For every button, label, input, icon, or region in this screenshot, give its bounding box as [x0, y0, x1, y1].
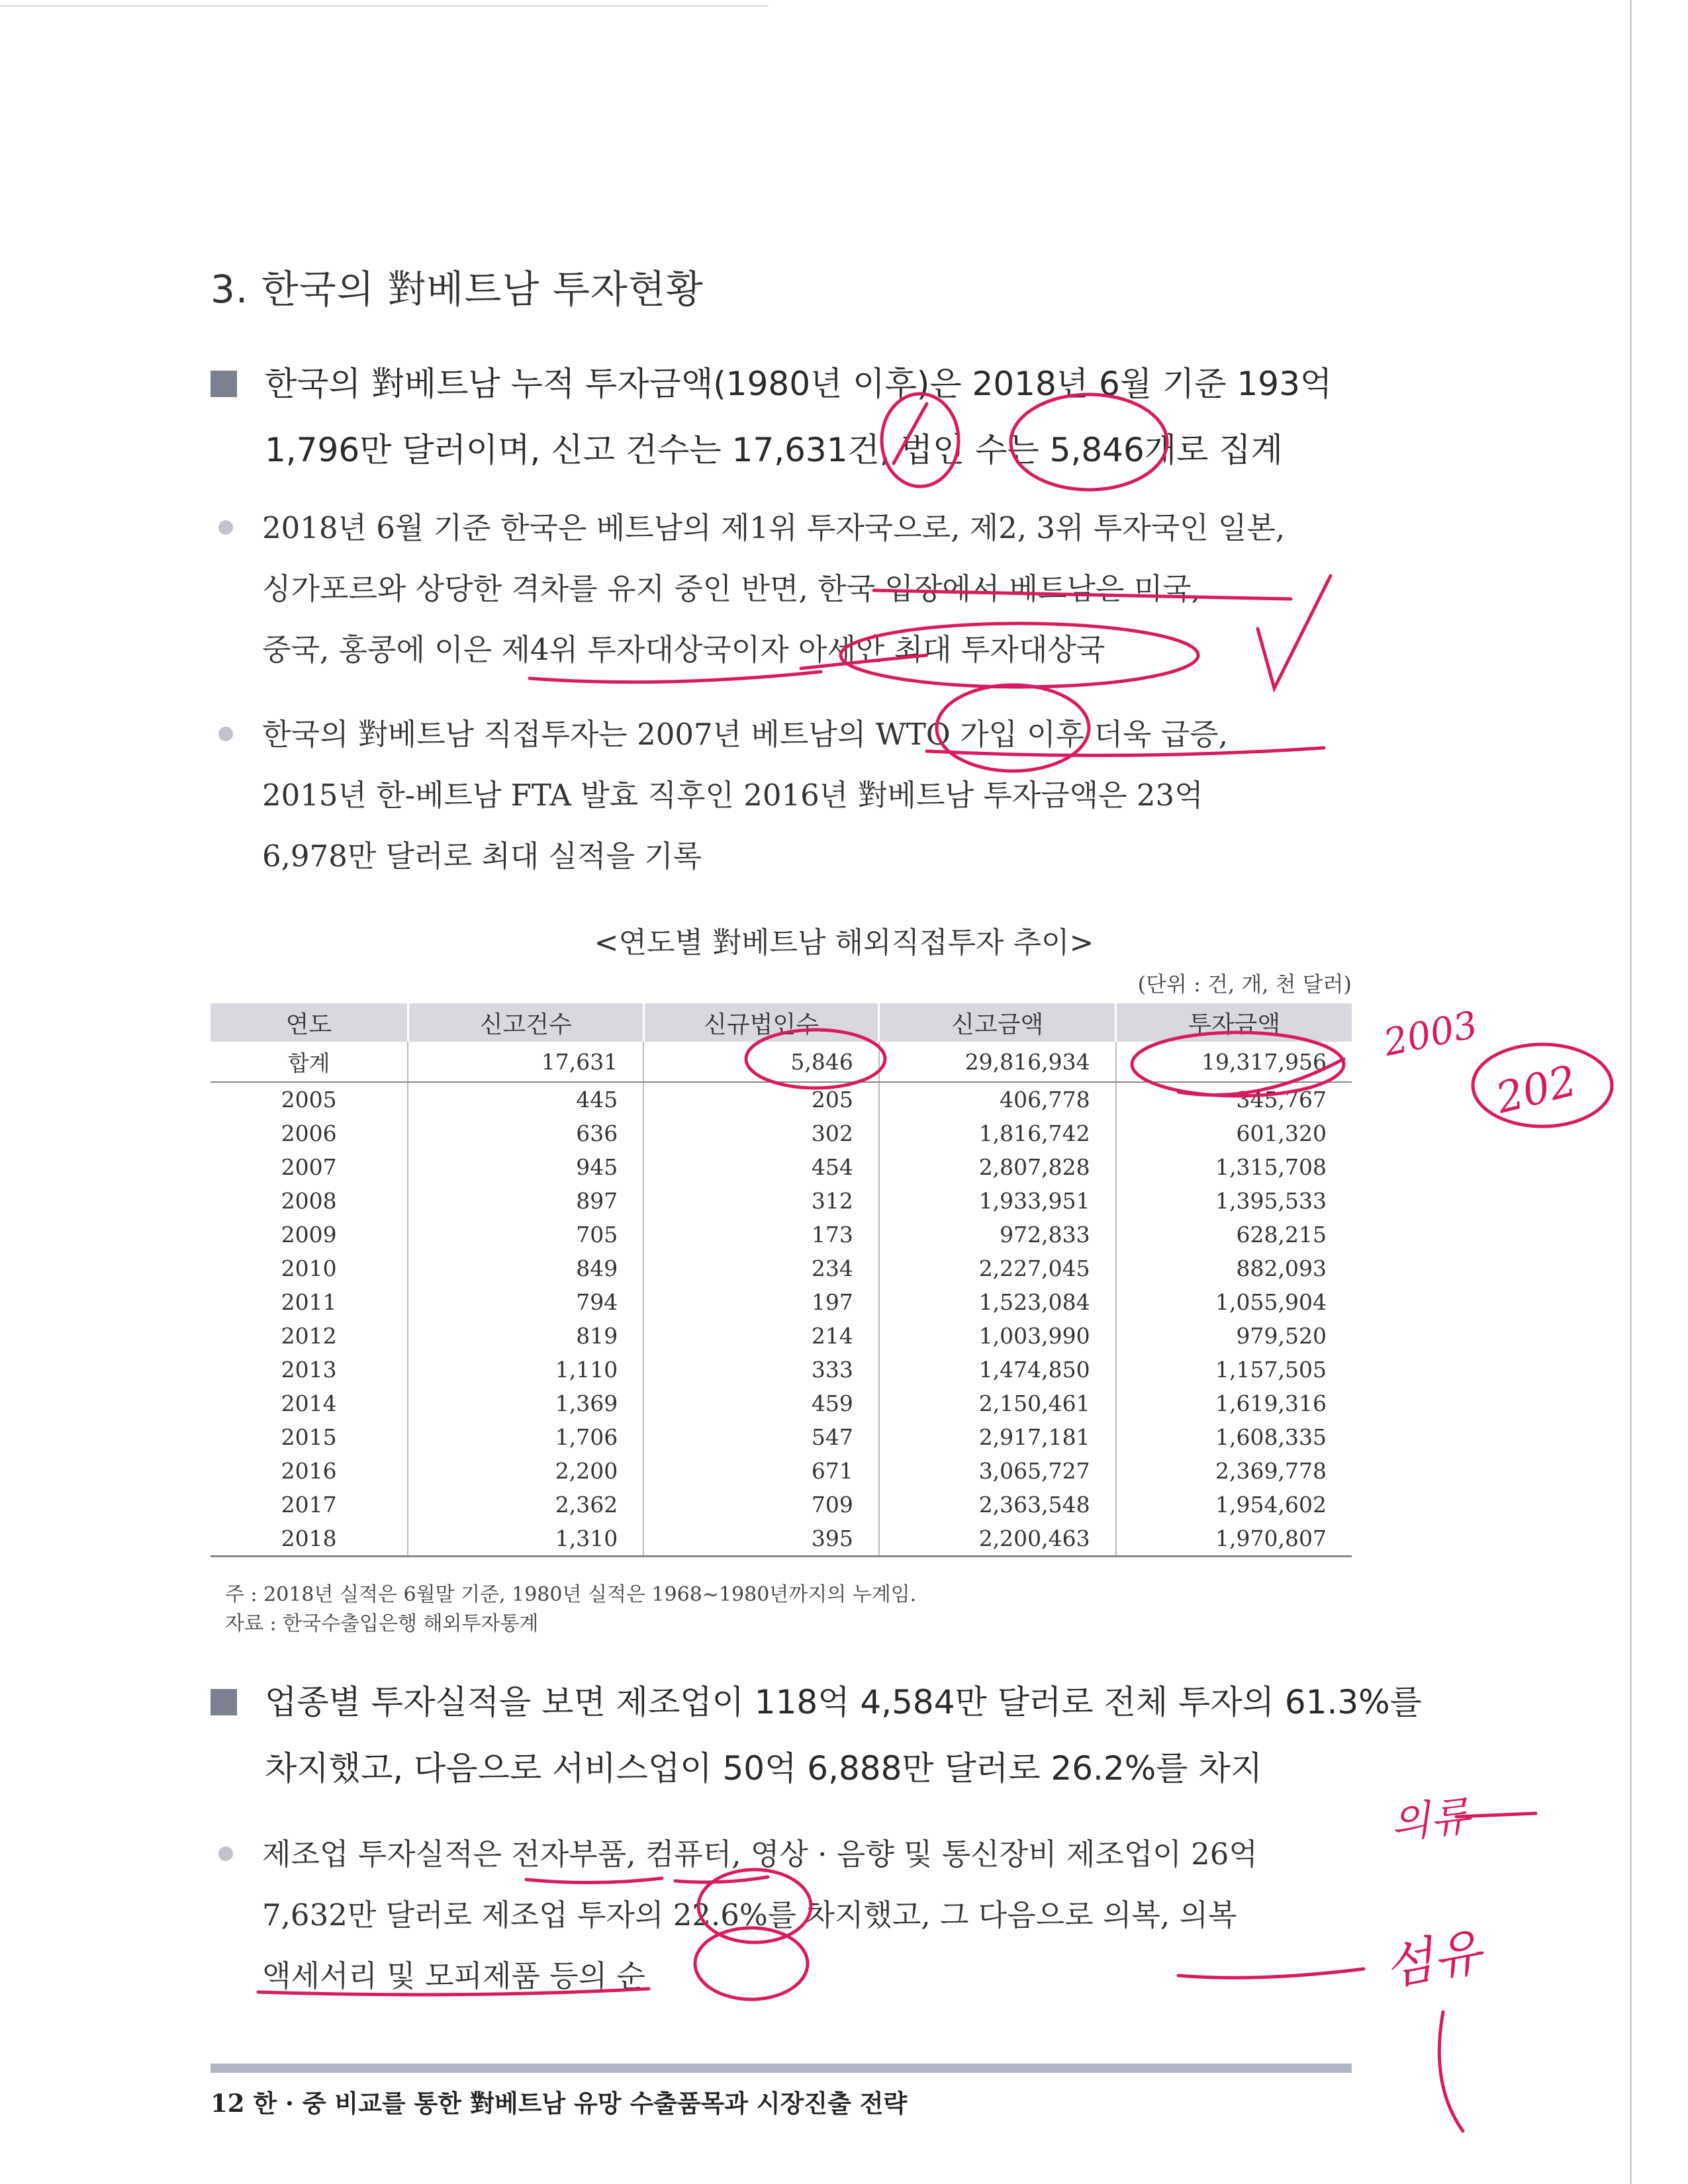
table-cell: 2014	[281, 1390, 337, 1416]
table-cell: 173	[643, 1218, 879, 1251]
round-bullet-icon	[218, 1846, 233, 1861]
table-cell: 628,215	[1116, 1218, 1352, 1251]
table-cell: 2,227,045	[879, 1251, 1116, 1285]
table-cell: 합계	[211, 1042, 408, 1082]
table-cell: 1,395,533	[1116, 1184, 1352, 1218]
table-row	[211, 1522, 1352, 1557]
text-line: 2015년 한-베트남 FTA 발효 직후인 2016년 對베트남 투자금액은 23억	[262, 778, 1203, 813]
footer-bar	[211, 2064, 1352, 2073]
table-cell: 2,200,463	[879, 1522, 1116, 1557]
table-cell: 2,807,828	[879, 1150, 1116, 1184]
handwritten-note-side2: 섬유	[1380, 1921, 1486, 1997]
table-cell: 312	[643, 1184, 879, 1218]
table-cell: 1,816,742	[879, 1116, 1116, 1150]
table-row	[211, 1082, 1352, 1116]
text-line: 7,632만 달러로 제조업 투자의 22.6%를 차지했고, 그 다음으로 의복, 의복	[262, 1897, 1237, 1933]
table-cell: 406,778	[879, 1082, 1116, 1116]
text-line: 한국의 對베트남 직접투자는 2007년 베트남의 WTO 가입 이후 더욱 급증,	[262, 717, 1229, 752]
table-cell: 2,363,548	[879, 1488, 1116, 1522]
text-line: 6,978만 달러로 최대 실적을 기록	[262, 839, 702, 874]
table-cell: 2009	[281, 1222, 337, 1248]
table-cell: 3,065,727	[879, 1454, 1116, 1488]
handwritten-note-year: 2003	[1380, 1003, 1481, 1066]
table-cell: 1,954,602	[1116, 1488, 1352, 1522]
table-cell: 979,520	[1116, 1319, 1352, 1353]
table-cell: 2,200	[408, 1454, 643, 1488]
text-line: 제조업 투자실적은 전자부품, 컴퓨터, 영상 · 음향 및 통신장비 제조업이 26억	[262, 1837, 1258, 1872]
table-cell: 1,055,904	[1116, 1285, 1352, 1319]
bullet-paragraph-2	[218, 704, 1228, 887]
table-cell: 2017	[281, 1492, 337, 1518]
handwritten-note-circled: 202	[1491, 1056, 1582, 1124]
table-row	[211, 1116, 1352, 1150]
table-cell: 2,362	[408, 1488, 643, 1522]
table-row	[211, 1285, 1352, 1319]
text-line: 2018년 6월 기준 한국은 베트남의 제1위 투자국으로, 제2, 3위 투자국인 일본,	[262, 510, 1286, 545]
table-cell: 705	[408, 1218, 643, 1251]
text-line: 차지했고, 다음으로 서비스업이 50억 6,888만 달러로 26.2%를 차지	[265, 1749, 1263, 1788]
table-row	[211, 1454, 1352, 1488]
table-cell: 234	[643, 1251, 879, 1285]
table-cell: 445	[408, 1082, 643, 1116]
table-cell: 1,523,084	[879, 1285, 1116, 1319]
header-report-amount: 신고금액	[879, 1003, 1116, 1042]
text-line: 중국, 홍콩에 이은 제4위 투자대상국이자 아세안 최대 투자대상국	[262, 632, 1105, 667]
table-cell: 819	[408, 1319, 643, 1353]
table-cell: 547	[643, 1420, 879, 1454]
table-cell: 1,369	[408, 1387, 643, 1420]
table-cell: 882,093	[1116, 1251, 1352, 1285]
lead-paragraph-2	[211, 1669, 1422, 1801]
table-cell: 1,970,807	[1116, 1522, 1352, 1557]
table-cell: 2007	[281, 1154, 337, 1180]
table-row	[211, 1184, 1352, 1218]
table-cell: 1,157,505	[1116, 1353, 1352, 1387]
table-cell: 2018	[281, 1525, 337, 1551]
table-cell: 636	[408, 1116, 643, 1150]
table-cell: 5,846	[643, 1042, 879, 1082]
lead-paragraph-1	[211, 351, 1332, 483]
table-row	[211, 1488, 1352, 1522]
table-cell: 2012	[281, 1323, 337, 1349]
table-cell: 601,320	[1116, 1116, 1352, 1150]
table-cell: 2013	[281, 1357, 337, 1383]
header-investment-amount: 투자금액	[1116, 1003, 1352, 1042]
table-row	[211, 1353, 1352, 1387]
header-year: 연도	[211, 1003, 408, 1042]
table-cell: 1,003,990	[879, 1319, 1116, 1353]
table-cell: 205	[643, 1082, 879, 1116]
table-header-row	[211, 1003, 1352, 1042]
table-cell: 1,474,850	[879, 1353, 1116, 1387]
table-cell: 1,608,335	[1116, 1420, 1352, 1454]
round-bullet-icon	[218, 727, 233, 741]
table-source: 자료 : 한국수출입은행 해외투자통계	[225, 1612, 539, 1635]
table-cell: 1,933,951	[879, 1184, 1116, 1218]
table-cell: 2,369,778	[1116, 1454, 1352, 1488]
table-cell: 19,317,956	[1116, 1042, 1352, 1082]
table-row	[211, 1150, 1352, 1184]
square-bullet-icon	[211, 1689, 237, 1715]
table-cell: 2016	[281, 1458, 337, 1484]
table-cell: 454	[643, 1150, 879, 1184]
table-cell: 945	[408, 1150, 643, 1184]
header-report-count: 신고건수	[408, 1003, 643, 1042]
investment-table	[211, 1003, 1352, 1557]
table-caption: <연도별 對베트남 해외직접투자 추이>	[594, 926, 1094, 960]
table-cell: 214	[643, 1319, 879, 1353]
table-cell: 2015	[281, 1424, 337, 1450]
table-note: 주 : 2018년 실적은 6월말 기준, 1980년 실적은 1968~1980년까지의 누계임.	[225, 1583, 917, 1606]
table-cell: 897	[408, 1184, 643, 1218]
table-row	[211, 1251, 1352, 1285]
table-total-row	[211, 1042, 1352, 1082]
table-cell: 2010	[281, 1255, 337, 1281]
table-cell: 1,619,316	[1116, 1387, 1352, 1420]
handwritten-note-side1: 의류	[1388, 1791, 1472, 1848]
table-row	[211, 1420, 1352, 1454]
text-line: 업종별 투자실적을 보면 제조업이 118억 4,584만 달러로 전체 투자의 61.3%를	[265, 1683, 1422, 1721]
bullet-paragraph-3	[218, 1824, 1258, 2007]
table-cell: 17,631	[408, 1042, 643, 1082]
table-cell: 345,767	[1116, 1082, 1352, 1116]
header-new-corporations: 신규법인수	[643, 1003, 879, 1042]
table-cell: 2008	[281, 1188, 337, 1214]
table-cell: 709	[643, 1488, 879, 1522]
pen-swoosh-mark	[1439, 2012, 1463, 2131]
table-cell: 1,310	[408, 1522, 643, 1557]
section-title: 3. 한국의 對베트남 투자현황	[211, 267, 704, 312]
table-cell: 849	[408, 1251, 643, 1285]
text-line: 1,796만 달러이며, 신고 건수는 17,631건, 법인 수는 5,846개로 집계	[265, 431, 1283, 469]
text-line: 한국의 對베트남 누적 투자금액(1980년 이후)은 2018년 6월 기준 193억	[265, 365, 1333, 403]
table-cell: 1,706	[408, 1420, 643, 1454]
table-cell: 2006	[281, 1120, 337, 1146]
text-line: 싱가포르와 상당한 격차를 유지 중인 반면, 한국 입장에서 베트남은 미국,	[262, 571, 1201, 606]
table-cell: 302	[643, 1116, 879, 1150]
page-footer: 12 한 · 중 비교를 통한 對베트남 유망 수출품목과 시장진출 전략	[211, 2089, 908, 2118]
table-cell: 794	[408, 1285, 643, 1319]
table-cell: 395	[643, 1522, 879, 1557]
table-cell: 671	[643, 1454, 879, 1488]
table-unit: (단위 : 건, 개, 천 달러)	[1137, 972, 1352, 997]
table-cell: 2005	[281, 1087, 337, 1113]
table-cell: 2,150,461	[879, 1387, 1116, 1420]
table-cell: 29,816,934	[879, 1042, 1116, 1082]
table-cell: 333	[643, 1353, 879, 1387]
table-cell: 459	[643, 1387, 879, 1420]
table-row	[211, 1218, 1352, 1251]
table-cell: 2,917,181	[879, 1420, 1116, 1454]
scan-edge-top	[0, 5, 768, 7]
table-row	[211, 1387, 1352, 1420]
text-line: 액세서리 및 모피제품 등의 순	[262, 1958, 645, 1993]
table-cell: 972,833	[879, 1218, 1116, 1251]
table-cell: 2011	[281, 1289, 337, 1315]
table-cell: 197	[643, 1285, 879, 1319]
round-bullet-icon	[218, 520, 233, 535]
bullet-paragraph-1	[218, 498, 1285, 680]
square-bullet-icon	[211, 371, 237, 397]
scan-edge-right	[1630, 0, 1632, 2184]
table-cell: 1,110	[408, 1353, 643, 1387]
table-row	[211, 1319, 1352, 1353]
table-cell: 1,315,708	[1116, 1150, 1352, 1184]
